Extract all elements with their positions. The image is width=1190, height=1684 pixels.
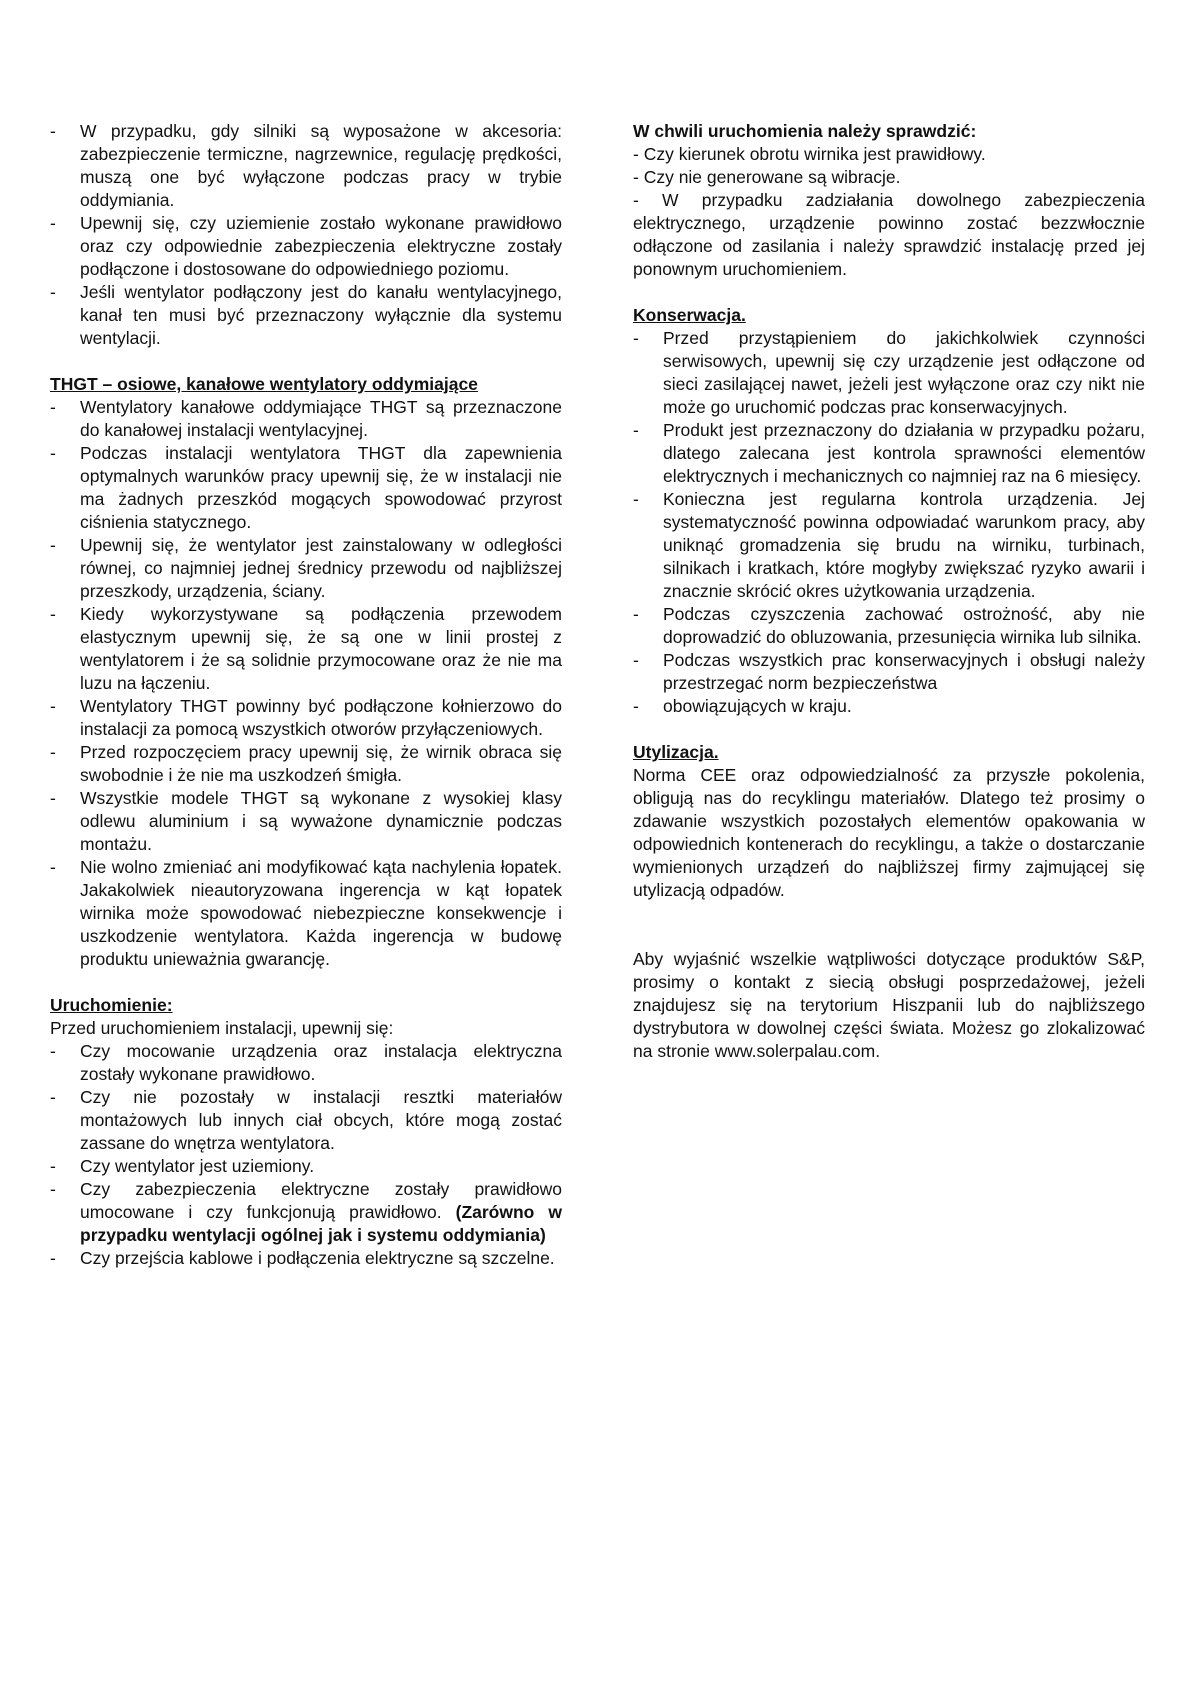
list-item: - Podczas instalacji wentylatora THGT dla zapewnienia optymalnych warunków pracy upewnij się, że w instalacji nie ma żadnych przeszkód mogących spowodować przyrost ciśnienia statycznego.	[50, 442, 562, 534]
start-heading: Uruchomienie:	[50, 995, 173, 1015]
disposal-heading: Utylizacja.	[633, 742, 719, 762]
list-item: - obowiązujących w kraju.	[633, 695, 1145, 718]
list-item: - Wentylatory THGT powinny być podłączone kołnierzowo do instalacji za pomocą wszystkich otworów przyłączeniowych.	[50, 695, 562, 741]
list-item: - Jeśli wentylator podłączony jest do kanału wentylacyjnego, kanał ten musi być przeznaczony wyłącznie dla systemu wentylacji.	[50, 281, 562, 350]
list-item: - Podczas czyszczenia zachować ostrożność, aby nie doprowadzić do obluzowania, przesunięcia wirnika lub silnika.	[633, 603, 1145, 649]
list-item: - Czy wentylator jest uziemiony.	[50, 1155, 562, 1178]
list-item: - Wentylatory kanałowe oddymiające THGT są przeznaczone do kanałowej instalacji wentylacyjnej.	[50, 396, 562, 442]
list-item-bold-note: (Zarówno w przypadku wentylacji ogólnej jak i systemu oddymiania)	[80, 1202, 563, 1245]
list-item: - W przypadku, gdy silniki są wyposażone w akcesoria: zabezpieczenie termiczne, nagrzewnice, regulację prędkości, muszą one być wyłączone podczas pracy w trybie oddymiania.	[50, 120, 562, 212]
list-item: - Czy mocowanie urządzenia oraz instalacja elektryczna zostały wykonane prawidłowo.	[50, 1040, 562, 1086]
list-item-text: Czy zabezpieczenia elektryczne zostały prawidłowo umocowane i czy funkcjonują prawidłowo.	[80, 1179, 562, 1222]
list-item: - Kiedy wykorzystywane są podłączenia przewodem elastycznym upewnij się, że są one w linii prostej z wentylatorem i że są solidnie przymocowane oraz że nie ma luzu na łączeniu.	[50, 603, 562, 695]
right-column	[633, 120, 1145, 1063]
intro-list	[50, 120, 562, 350]
list-item: - Czy przejścia kablowe i podłączenia elektryczne są szczelne.	[50, 1247, 562, 1270]
maintenance-heading: Konserwacja.	[633, 305, 746, 325]
list-item: - Upewnij się, że wentylator jest zainstalowany w odległości równej, co najmniej jednej średnicy przewodu od najbliższej przeszkody, urządzenia, ściany.	[50, 534, 562, 603]
list-item: - Konieczna jest regularna kontrola urządzenia. Jej systematyczność powinna odpowiadać warunkom pracy, aby uniknąć gromadzenia się brudu na wirniku, turbinach, silnikach i kratkach, które mogłyby zwiększać ryzyko awarii i znacznie skrócić okres użytkowania urządzenia.	[633, 488, 1145, 603]
disposal-text: Norma CEE oraz odpowiedzialność za przyszłe pokolenia, obligują nas do recyklingu materiałów. Dlatego też prosimy o zdawanie wszystkich pozostałych elementów opakowania w odpowiednich kontenerach do recyklingu, a także o dostarczanie wymienionych urządzeń do najbliższej firmy zajmującej się utylizacją odpadów.	[633, 765, 1145, 900]
list-item: - Nie wolno zmieniać ani modyfikować kąta nachylenia łopatek. Jakakolwiek nieautoryzowana ingerencja w kąt łopatek wirnika może spowodować niebezpieczne konsekwencje i uszkodzenie wentylatora. Każda ingerencja w budowę produktu unieważnia gwarancję.	[50, 856, 562, 971]
contact-text: Aby wyjaśnić wszelkie wątpliwości dotyczące produktów S&P, prosimy o kontakt z siecią obsługi posprzedażowej, jeżeli znajdujesz się na terytorium Hiszpanii lub do najbliższego dystrybutora w dowolnej części świata. Możesz go zlokalizować na stronie www.solerpalau.com.	[633, 949, 1145, 1061]
list-item: - Wszystkie modele THGT są wykonane z wysokiej klasy odlewu aluminium i są wyważone dynamicznie podczas montażu.	[50, 787, 562, 856]
start-intro: Przed uruchomieniem instalacji, upewnij się:	[50, 1018, 394, 1038]
start-list	[50, 1040, 562, 1270]
list-item: - Upewnij się, czy uziemienie zostało wykonane prawidłowo oraz czy odpowiednie zabezpieczenia elektryczne zostały podłączone i dostosowane do odpowiedniego poziomu.	[50, 212, 562, 281]
list-item: - Podczas wszystkich prac konserwacyjnych i obsługi należy przestrzegać norm bezpieczeństwa	[633, 649, 1145, 695]
list-item	[50, 1178, 562, 1247]
check-line: - Czy kierunek obrotu wirnika jest prawidłowy.	[633, 144, 986, 164]
list-item: - Produkt jest przeznaczony do działania w przypadku pożaru, dlatego zalecana jest kontrola sprawności elementów elektrycznych i mechanicznych co najmniej raz na 6 miesięcy.	[633, 419, 1145, 488]
thgt-list	[50, 396, 562, 971]
check-line: - Czy nie generowane są wibracje.	[633, 167, 901, 187]
check-heading: W chwili uruchomienia należy sprawdzić:	[633, 121, 977, 141]
list-item: - Czy nie pozostały w instalacji resztki materiałów montażowych lub innych ciał obcych, które mogą zostać zassane do wnętrza wentylatora.	[50, 1086, 562, 1155]
list-item: - Przed rozpoczęciem pracy upewnij się, że wirnik obraca się swobodnie i że nie ma uszkodzeń śmigła.	[50, 741, 562, 787]
check-line: - W przypadku zadziałania dowolnego zabezpieczenia elektrycznego, urządzenie powinno zostać bezzwłocznie odłączone od zasilania i należy sprawdzić instalację przed jej ponownym uruchomieniem.	[633, 190, 1145, 279]
left-column	[50, 120, 562, 1270]
thgt-heading: THGT – osiowe, kanałowe wentylatory oddymiające	[50, 374, 478, 394]
list-item: - Przed przystąpieniem do jakichkolwiek czynności serwisowych, upewnij się czy urządzenie jest odłączone od sieci zasilającej nawet, jeżeli jest wyłączone oraz czy nikt nie może go uruchomić podczas prac konserwacyjnych.	[633, 327, 1145, 419]
maintenance-list	[633, 327, 1145, 718]
